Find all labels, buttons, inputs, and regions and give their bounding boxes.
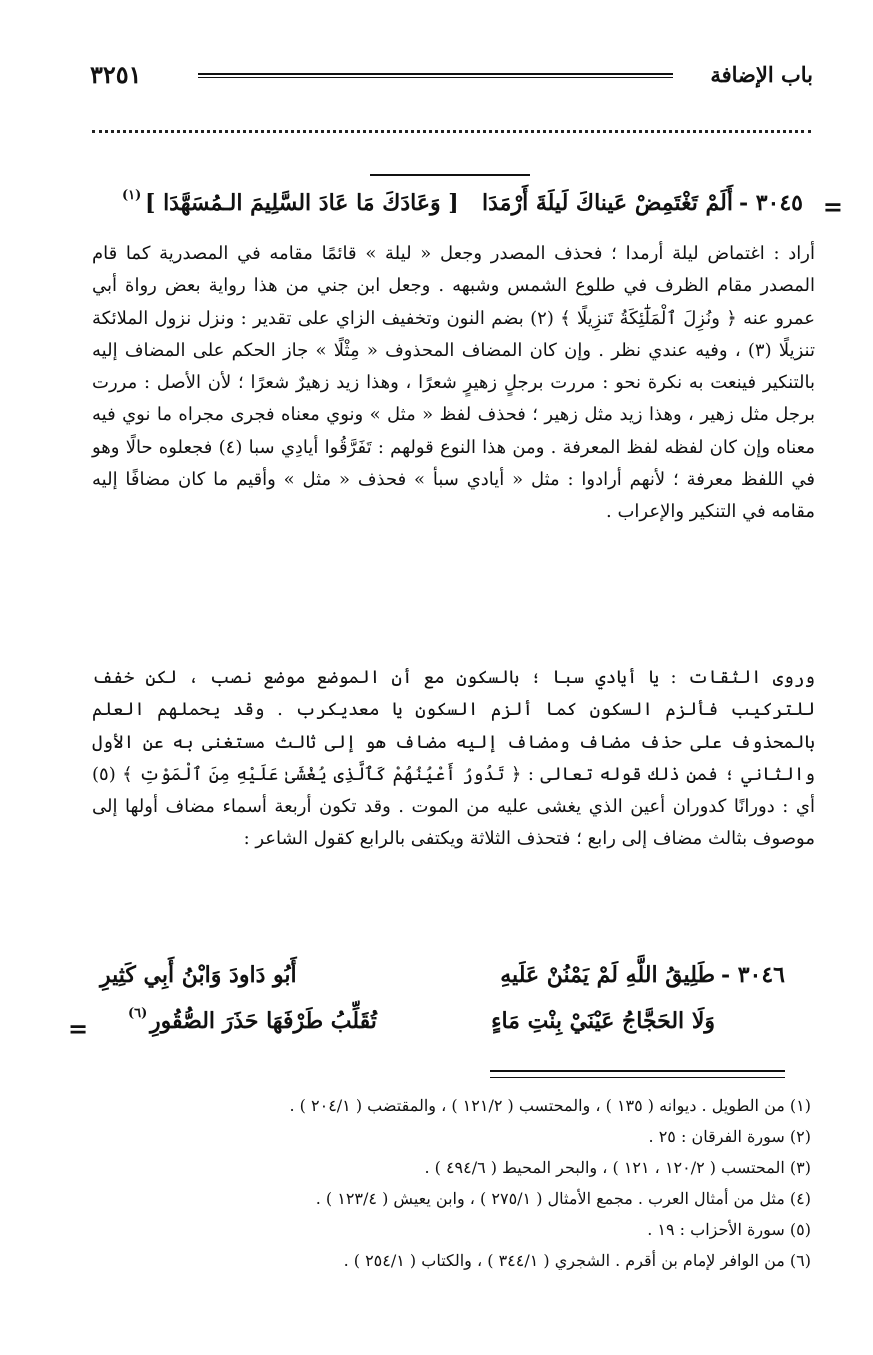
footnote-item: (٣) المحتسب ( ١٢٠/٢ ، ١٢١ ) ، والبحر المحيط ( ٤٩٤/٦ ) . — [424, 1158, 811, 1177]
verse-hemistich: طَلِيقُ اللَّهِ لَمْ يَمْنُنْ عَلَيهِ — [500, 962, 715, 988]
verse-first-hemistich: أَلَمْ تَغْتَمِضْ عَيناكَ لَيلَةَ أَرْمَدَا — [482, 190, 733, 216]
footnote-item: (٢) سورة الفرقان : ٢٥ . — [648, 1127, 811, 1146]
verse-hemistich: وَلَا الحَجَّاجُ عَيْنَيْ بِنْتِ مَاءٍ — [491, 1008, 715, 1034]
paragraph-text: وروى الثقات : يا أيادي سبا ؛ بالسكون مع أن الموضع موضع نصب ، لكن خفف للتركيب فألزم السكون كما ألزم السكون يا معديكرب . وقد يحملهم العلم بالمحذوف على حذف مضاف ومضاف إليه مضاف هو إلى ثالث مستغنى به عن الأول والثاني ؛ فمن ذلك قوله تعالى : ﴿ تَدُورُ أَعْيُنُهُمْ كَٱلَّذِى يُغْشَىٰ عَلَيْهِ مِنَ ٱلْمَوْتِ ﴾ (٥) أي : دورانًا كدوران أعين الذي يغشى عليه من الموت . وقد تكون أربعة أسماء مضاف أولها إلى موصوف بثالث مضاف إلى رابع ؛ فتحذف الثلاثة ويكتفى بالرابع كقول الشاعر : — [92, 667, 815, 850]
header-rule — [198, 73, 673, 78]
commentary-paragraph-2 — [92, 662, 815, 856]
dotted-separator — [92, 130, 811, 133]
verse-top-rule — [370, 174, 530, 176]
chapter-title: باب الإضافة — [710, 62, 813, 87]
verse-number: ٣٠٤٦ - — [720, 962, 785, 988]
footnote-ref: (٦) — [128, 1006, 148, 1021]
footnote-ref: (١) — [122, 188, 142, 203]
paragraph-text: أراد : اغتماض ليلة أرمدا ؛ فحذف المصدر وجعل « ليلة » قائمًا مقامه في المصدرية كما قام المصدر مقام الظرف في طلوع الشمس وشبهه . وجعل ابن جني من هذا رواية بعض رواة أبي عمرو عنه ﴿ ونُزِلَ ٱلْمَلَٰٓئِكَةُ تَنزِيلًا ﴾ (٢) بضم النون وتخفيف الزاي على تقدير : ونزل نزول الملائكة تنزيلًا (٣) ، وفيه عندي نظر . وإن كان المضاف المحذوف « مِثْلًا » جاز الحكم على المضاف إليه بالتنكير فينعت به نكرة نحو : مررت برجلٍ زهيرٍ شعرًا ، وهذا زيد زهيرٌ شعرًا ؛ لأن الأصل : مررت برجل مثل زهير ، وهذا زيد مثل زهير ؛ فحذف لفظ « مثل » ونوي معناه فجرى مجراه ما نوي فيه معناه وإن كان لفظه لفظ المعرفة . ومن هذا النوع قولهم : تَفَرَّقُوا أيادِي سبا (٤) فجعلوه حالًا وهو في اللفظ معرفة ؛ لأنهم أرادوا : مثل « أيادي سبأ » فحذف « مثل » وأقيم ما كان مضافًا إليه مقامه في التنكير والإعراب . — [92, 243, 816, 523]
footnote-item: (٤) مثل من أمثال العرب . مجمع الأمثال ( ٢٧٥/١ ) ، وابن يعيش ( ١٢٣/٤ ) . — [315, 1189, 811, 1208]
commentary-paragraph-1 — [92, 238, 815, 529]
verse-hemistich: تُقَلِّبُ طَرْفَهَا حَذَرَ الصُّقُورِ — [150, 1008, 377, 1034]
footnotes — [92, 1090, 811, 1276]
continuation-mark: = — [822, 192, 843, 221]
running-header — [90, 60, 813, 94]
verse-3046-line-1 — [40, 962, 843, 1004]
page-number: ٣٢٥١ — [90, 60, 142, 89]
verse-3045 — [40, 190, 843, 228]
footnote-item: (١) من الطويل . ديوانه ( ١٣٥ ) ، والمحتسب ( ١٢١/٢ ) ، والمقتضب ( ٢٠٤/١ ) . — [289, 1096, 811, 1115]
verse-number: ٣٠٤٥ - — [738, 190, 803, 216]
footnote-item: (٦) من الوافر لإمام بن أقرم . الشجري ( ٣٤٤/١ ) ، والكتاب ( ٢٥٤/١ ) . — [343, 1251, 811, 1270]
continuation-mark: = — [68, 1014, 89, 1043]
footnote-rule — [490, 1070, 785, 1072]
verse-second-hemistich: [ وَعَادَكَ مَا عَادَ السَّلِيمَ الـمُسَهَّدَا ] — [145, 190, 459, 216]
footnote-rule — [490, 1077, 785, 1078]
verse-hemistich: أَبُو دَاودَ وَابْنُ أَبِي كَثِيرِ — [100, 962, 297, 988]
verse-3046-line-2 — [40, 1008, 843, 1050]
footnote-item: (٥) سورة الأحزاب : ١٩ . — [647, 1220, 811, 1239]
